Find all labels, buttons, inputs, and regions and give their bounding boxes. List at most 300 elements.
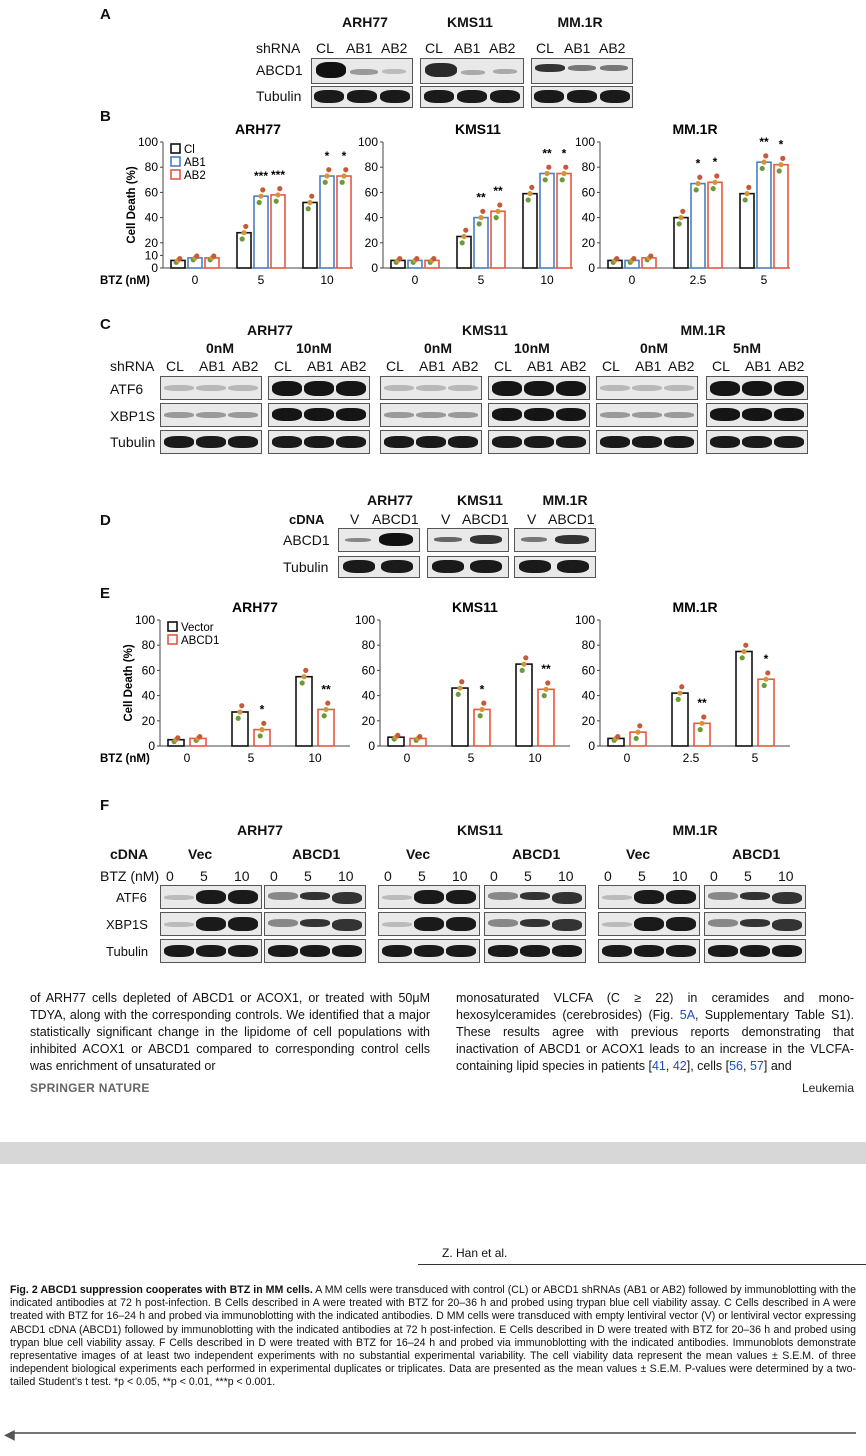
blot-c-tubulin xyxy=(488,430,590,454)
blot-c-xbp1s xyxy=(268,403,370,427)
blot-a-arh77-tubulin xyxy=(311,86,413,108)
chart-title: ARH77 xyxy=(232,599,278,615)
blot-band xyxy=(772,945,802,957)
blot-band xyxy=(304,381,334,396)
data-point xyxy=(243,224,248,229)
x-tick-label: 10 xyxy=(540,273,554,287)
a-lane-label: CL xyxy=(425,40,443,56)
blot-band xyxy=(600,412,630,418)
blot-c-atf6 xyxy=(706,376,808,400)
data-point xyxy=(680,209,685,214)
y-tick-label: 100 xyxy=(574,613,595,627)
data-point xyxy=(431,256,436,261)
blot-f-tubulin xyxy=(704,939,806,963)
blot-band xyxy=(164,436,194,448)
y-tick-label: 80 xyxy=(364,160,378,175)
data-point xyxy=(495,209,500,214)
c-lane-label: AB1 xyxy=(745,358,772,374)
c-lane-label: CL xyxy=(494,358,512,374)
a-lane-label: AB2 xyxy=(599,40,626,56)
c-dose-label: 10nM xyxy=(296,340,332,356)
data-point xyxy=(300,680,305,685)
data-point xyxy=(545,680,550,685)
data-point xyxy=(676,697,681,702)
blot-band xyxy=(708,892,738,900)
blot-c-xbp1s xyxy=(488,403,590,427)
data-point xyxy=(546,165,551,170)
blot-f-atf6 xyxy=(264,885,366,909)
bar xyxy=(540,174,554,269)
f-dose-label: 10 xyxy=(672,868,688,884)
blot-band xyxy=(300,919,330,927)
body-right-part2: , Supplementary Table S1). These results agree with previous reports demonstrating that inactivation of ABCD1 or ACOX1 leads to an increase in the VLCFA-containing lipid species in patients [ xyxy=(456,1008,854,1073)
blot-band xyxy=(448,412,478,418)
blot-band xyxy=(332,919,362,931)
data-point xyxy=(395,733,400,738)
blot-band xyxy=(228,436,258,448)
chart-E-ARH77 xyxy=(100,599,350,765)
data-point xyxy=(711,186,716,191)
y-tick-label: 100 xyxy=(134,613,155,627)
blot-band xyxy=(556,408,586,421)
f-dose-label: 5 xyxy=(200,868,208,884)
body-right-part3: ], cells [ xyxy=(686,1059,730,1073)
panel-label-b: B xyxy=(100,108,111,125)
blot-f-tubulin xyxy=(378,939,480,963)
a-lane-label: AB1 xyxy=(454,40,481,56)
f-group-label: Vec xyxy=(406,846,431,862)
blot-band xyxy=(446,890,476,904)
blot-f-atf6 xyxy=(484,885,586,909)
blot-band xyxy=(552,945,582,957)
data-point xyxy=(275,192,280,197)
data-point xyxy=(744,191,749,196)
blot-band xyxy=(600,385,630,391)
panel-e-charts xyxy=(0,596,866,776)
chart-E-MM.1R xyxy=(575,599,790,765)
data-point xyxy=(478,713,483,718)
data-point xyxy=(698,727,703,732)
f-cdna-header: cDNA xyxy=(110,846,149,862)
bar xyxy=(303,202,317,268)
blot-band xyxy=(448,385,478,391)
chart-title: KMS11 xyxy=(455,121,501,137)
c-dose-label: 10nM xyxy=(514,340,550,356)
blot-band xyxy=(382,945,412,957)
data-point xyxy=(303,668,308,673)
x-tick-label: 5 xyxy=(467,751,475,765)
c-row-label-xbp1s: XBP1S xyxy=(110,408,156,424)
x-tick-label: 2.5 xyxy=(689,273,707,287)
blot-band xyxy=(272,381,302,396)
blot-c-xbp1s xyxy=(160,403,262,427)
data-point xyxy=(325,701,330,706)
y-tick-label: 0 xyxy=(371,261,378,275)
data-point xyxy=(343,167,348,172)
blot-f-atf6 xyxy=(378,885,480,909)
blot-band xyxy=(488,919,518,927)
c-dose-label: 0nM xyxy=(424,340,452,356)
blot-a-mm1r-tubulin xyxy=(531,86,633,108)
blot-f-tubulin xyxy=(484,939,586,963)
data-point xyxy=(177,256,182,261)
data-point xyxy=(544,171,549,176)
page-separator xyxy=(0,1142,866,1164)
f-dose-label: 10 xyxy=(778,868,794,884)
f-dose-label: 10 xyxy=(338,868,354,884)
d-lane-label: V xyxy=(527,511,537,527)
data-point xyxy=(695,181,700,186)
data-point xyxy=(323,180,328,185)
data-point xyxy=(301,674,306,679)
blot-band xyxy=(710,381,740,396)
blot-band xyxy=(520,919,550,927)
f-group-label: Vec xyxy=(626,846,651,862)
blot-band xyxy=(602,895,632,900)
blot-band xyxy=(268,892,298,900)
significance-marker: * xyxy=(561,146,567,161)
legend-label: AB2 xyxy=(184,170,206,182)
blot-band xyxy=(524,408,554,421)
x-tick-label: 5 xyxy=(477,273,485,287)
blot-a-kms11-abcd1 xyxy=(420,58,524,84)
chart-B-KMS11 xyxy=(358,121,573,287)
y-tick-label: 80 xyxy=(141,638,155,653)
legend-swatch xyxy=(168,622,177,631)
data-point xyxy=(694,187,699,192)
blot-band xyxy=(414,945,444,957)
y-tick-label: 40 xyxy=(364,210,378,225)
c-dose-label: 0nM xyxy=(640,340,668,356)
y-tick-label: 40 xyxy=(144,210,158,225)
significance-marker: * xyxy=(695,156,701,171)
d-row-label-tubulin: Tubulin xyxy=(283,559,329,575)
chart-title: MM.1R xyxy=(672,121,718,137)
data-point xyxy=(743,197,748,202)
panel-b-charts xyxy=(0,118,866,298)
significance-marker: ** xyxy=(321,682,331,697)
blot-f-tubulin xyxy=(264,939,366,963)
f-group-label: ABCD1 xyxy=(512,846,561,862)
f-dose-label: 5 xyxy=(744,868,752,884)
blot-band xyxy=(384,412,414,418)
bar xyxy=(523,194,537,268)
blot-band xyxy=(520,892,550,900)
data-point xyxy=(239,703,244,708)
blot-band xyxy=(774,381,804,396)
blot-band xyxy=(414,917,444,931)
data-point xyxy=(648,253,653,258)
data-point xyxy=(463,228,468,233)
f-dose-label: 5 xyxy=(304,868,312,884)
blot-f-xbp1s xyxy=(378,912,480,936)
legend-label: ABCD1 xyxy=(181,635,220,647)
y-tick-label: 100 xyxy=(137,135,158,149)
a-lane-label: AB1 xyxy=(564,40,591,56)
d-lane-label: V xyxy=(441,511,451,527)
blot-band xyxy=(740,892,770,900)
y-tick-label: 40 xyxy=(141,688,155,703)
d-row-label-abcd1: ABCD1 xyxy=(283,532,330,548)
citation-link[interactable]: 57 xyxy=(749,1059,764,1073)
y-axis-label: Cell Death (%) xyxy=(123,644,135,722)
y-tick-label: 60 xyxy=(141,663,155,678)
blot-band xyxy=(602,922,632,927)
blot-c-tubulin xyxy=(596,430,698,454)
x-tick-label: 0 xyxy=(403,751,411,765)
blot-band xyxy=(228,945,258,957)
c-lane-label: AB2 xyxy=(778,358,805,374)
significance-marker: ** xyxy=(542,146,552,161)
data-point xyxy=(634,736,639,741)
bar xyxy=(694,723,710,746)
data-point xyxy=(257,200,262,205)
x-tick-label: 10 xyxy=(320,273,334,287)
blot-band xyxy=(446,917,476,931)
data-point xyxy=(497,202,502,207)
bar xyxy=(452,688,468,746)
panel-label-c: C xyxy=(100,316,111,333)
data-point xyxy=(761,160,766,165)
panel-label-a: A xyxy=(100,6,111,23)
f-dose-label: 10 xyxy=(558,868,574,884)
f-dose-label: 10 xyxy=(452,868,468,884)
y-tick-label: 60 xyxy=(364,185,378,200)
blot-band xyxy=(416,436,446,448)
data-point xyxy=(480,209,485,214)
blot-band xyxy=(304,408,334,421)
data-point xyxy=(563,165,568,170)
blot-a-arh77-abcd1 xyxy=(311,58,413,84)
data-point xyxy=(677,221,682,226)
data-point xyxy=(678,215,683,220)
blot-band xyxy=(666,945,696,957)
blot-band xyxy=(492,436,522,448)
citation-link[interactable]: 42 xyxy=(672,1059,687,1073)
figure-link[interactable]: 5A xyxy=(679,1008,696,1022)
d-lane-label: ABCD1 xyxy=(372,511,419,527)
data-point xyxy=(481,701,486,706)
blot-band xyxy=(304,436,334,448)
legend-swatch xyxy=(168,635,177,644)
d-lane-label: ABCD1 xyxy=(548,511,595,527)
data-point xyxy=(477,221,482,226)
c-lane-label: AB1 xyxy=(199,358,226,374)
blot-band xyxy=(382,895,412,900)
c-row-label-tubulin: Tubulin xyxy=(110,434,156,450)
blot-band xyxy=(666,917,696,931)
data-point xyxy=(743,643,748,648)
blot-c-tubulin xyxy=(380,430,482,454)
blot-band xyxy=(332,945,362,957)
data-point xyxy=(521,662,526,667)
blot-band xyxy=(384,436,414,448)
blot-band xyxy=(268,945,298,957)
data-point xyxy=(307,200,312,205)
blot-c-xbp1s xyxy=(380,403,482,427)
blot-d-mm1r-abcd1 xyxy=(514,528,596,552)
y-tick-label: 40 xyxy=(361,688,375,703)
significance-marker: ** xyxy=(697,696,707,711)
blot-d-mm1r-tubulin xyxy=(514,556,596,578)
a-lane-label: CL xyxy=(316,40,334,56)
c-lane-label: AB1 xyxy=(635,358,662,374)
blot-band xyxy=(600,436,630,448)
blot-band xyxy=(336,408,366,421)
blot-band xyxy=(708,945,738,957)
y-tick-label: 60 xyxy=(581,185,595,200)
blot-c-tubulin xyxy=(268,430,370,454)
body-right-part1: monosaturated VLCFA (C ≥ 22) in ceramides and mono-hexosylceramides (cerebrosides) (Fig. xyxy=(456,991,854,1022)
y-tick-label: 60 xyxy=(361,663,375,678)
data-point xyxy=(780,156,785,161)
blot-band xyxy=(228,385,258,391)
y-tick-label: 0 xyxy=(148,739,155,753)
data-point xyxy=(259,727,264,732)
data-point xyxy=(258,733,263,738)
blot-band xyxy=(382,922,412,927)
caption-body: A MM cells were transduced with control (CL) or ABCD1 shRNAs (AB1 or AB2) followed by immunoblotting with the indicated antibodies at 72 h post-infection. B Cells described in A were treated with BTZ for 20–36 h and probed using trypan blue cell viability assay. C Cells described in A were treated with BTZ for 16–24 h and probed via immunoblotting with the indicated antibodies. D MM cells were transduced with empty lentiviral vector (V) or lentiviral vector expressing ABCD1 cDNA (ABCD1) followed by immunoblotting with the indicated antibodies at 72 h post-infection. E Cells described in D were treated with BTZ for 20–36 h and probed using trypan blue cell viability assay. F Cells described in D were treated with BTZ for 16–24 h and probed via immunoblotting with the indicated antibodies. Immunoblots demonstrate representative images of at least two independent experiments with no substantial experimental variability. The cell viability data represent the mean values ± S.E.M. of three independent biological experiments each performed in experimental duplicates or triplicates. Data are presented as the mean values ± S.E.M. P-values were determined by a two-tailed Student’s t test. *p < 0.05, **p < 0.01, ***p < 0.001. xyxy=(10,1284,856,1389)
c-lane-label: AB2 xyxy=(340,358,367,374)
legend-label: Cl xyxy=(184,144,195,156)
blot-band xyxy=(774,436,804,448)
f-dose-label: 5 xyxy=(638,868,646,884)
header-rule xyxy=(418,1264,866,1265)
blot-band xyxy=(384,385,414,391)
d-title-kms11: KMS11 xyxy=(457,492,503,508)
blot-band xyxy=(634,890,664,904)
significance-marker: ** xyxy=(541,662,551,677)
x-tick-label: 0 xyxy=(411,273,419,287)
chart-B-MM.1R xyxy=(575,121,790,287)
f-title-arh77: ARH77 xyxy=(237,822,283,838)
blot-band xyxy=(300,892,330,900)
f-group-label: Vec xyxy=(188,846,213,862)
blot-band xyxy=(632,436,662,448)
data-point xyxy=(740,655,745,660)
blot-band xyxy=(228,412,258,418)
blot-band xyxy=(228,890,258,904)
d-title-arh77: ARH77 xyxy=(367,492,413,508)
a-shrna-header: shRNA xyxy=(256,40,301,56)
blot-band xyxy=(602,945,632,957)
x-tick-label: 5 xyxy=(247,751,255,765)
blot-band xyxy=(772,892,802,904)
bar xyxy=(740,194,754,268)
bar xyxy=(271,195,285,268)
blot-band xyxy=(164,895,194,900)
d-lane-label: V xyxy=(350,511,360,527)
arrow-left-icon[interactable]: ◀ xyxy=(4,1426,15,1442)
blot-band xyxy=(664,436,694,448)
y-tick-label: 20 xyxy=(361,713,375,728)
blot-band xyxy=(742,436,772,448)
f-row-label-tubulin: Tubulin xyxy=(106,944,149,959)
f-dose-label: 10 xyxy=(234,868,250,884)
blot-c-atf6 xyxy=(160,376,262,400)
blot-band xyxy=(710,408,740,421)
significance-marker: ** xyxy=(759,135,769,150)
data-point xyxy=(741,649,746,654)
blot-band xyxy=(742,381,772,396)
bar xyxy=(320,176,334,268)
a-lane-label: AB1 xyxy=(346,40,373,56)
f-dose-label: 0 xyxy=(270,868,278,884)
blot-band xyxy=(492,408,522,421)
x-tick-label: 10 xyxy=(528,751,542,765)
blot-band xyxy=(742,408,772,421)
x-tick-label: 0 xyxy=(191,273,199,287)
blot-band xyxy=(300,945,330,957)
bar xyxy=(757,162,771,268)
c-lane-label: AB2 xyxy=(560,358,587,374)
data-point xyxy=(241,230,246,235)
data-point xyxy=(274,199,279,204)
f-dose-label: 0 xyxy=(710,868,718,884)
blot-f-xbp1s xyxy=(160,912,262,936)
blot-band xyxy=(332,892,362,904)
c-lane-label: AB2 xyxy=(668,358,695,374)
y-tick-label: 80 xyxy=(144,160,158,175)
blot-d-kms11-abcd1 xyxy=(427,528,509,552)
blot-f-atf6 xyxy=(704,885,806,909)
data-point xyxy=(763,677,768,682)
y-tick-label: 100 xyxy=(354,613,375,627)
data-point xyxy=(260,187,265,192)
data-point xyxy=(746,185,751,190)
blot-band xyxy=(228,917,258,931)
data-point xyxy=(322,713,327,718)
data-point xyxy=(527,191,532,196)
data-point xyxy=(778,162,783,167)
data-point xyxy=(240,236,245,241)
data-point xyxy=(479,707,484,712)
blot-band xyxy=(524,381,554,396)
blot-band xyxy=(446,945,476,957)
x-tick-label: 5 xyxy=(751,751,759,765)
significance-marker: *** xyxy=(270,167,286,182)
publisher-logo: SPRINGER NATURE xyxy=(30,1081,150,1095)
c-title-kms11: KMS11 xyxy=(462,322,508,338)
blot-band xyxy=(268,919,298,927)
significance-marker: * xyxy=(778,137,784,152)
blot-band xyxy=(664,385,694,391)
f-row-label-xbp1s: XBP1S xyxy=(106,917,148,932)
significance-marker: * xyxy=(324,148,330,163)
y-tick-label: 100 xyxy=(357,135,378,149)
data-point xyxy=(762,683,767,688)
citation-link[interactable]: 56 xyxy=(729,1059,744,1073)
data-point xyxy=(614,256,619,261)
significance-marker: *** xyxy=(253,169,269,184)
blot-c-tubulin xyxy=(160,430,262,454)
blot-band xyxy=(772,919,802,931)
blot-band xyxy=(552,919,582,931)
data-point xyxy=(560,177,565,182)
caption-title: Fig. 2 ABCD1 suppression cooperates with BTZ in MM cells. xyxy=(10,1284,313,1296)
data-point xyxy=(760,166,765,171)
c-shrna-header: shRNA xyxy=(110,358,155,374)
data-point xyxy=(520,668,525,673)
blot-f-xbp1s xyxy=(704,912,806,936)
c-lane-label: CL xyxy=(712,358,730,374)
citation-link[interactable]: 41 xyxy=(651,1059,666,1073)
data-point xyxy=(457,685,462,690)
blot-band xyxy=(164,922,194,927)
blot-d-arh77-abcd1 xyxy=(338,528,420,552)
d-lane-label: ABCD1 xyxy=(462,511,509,527)
c-dose-label: 5nM xyxy=(733,340,761,356)
